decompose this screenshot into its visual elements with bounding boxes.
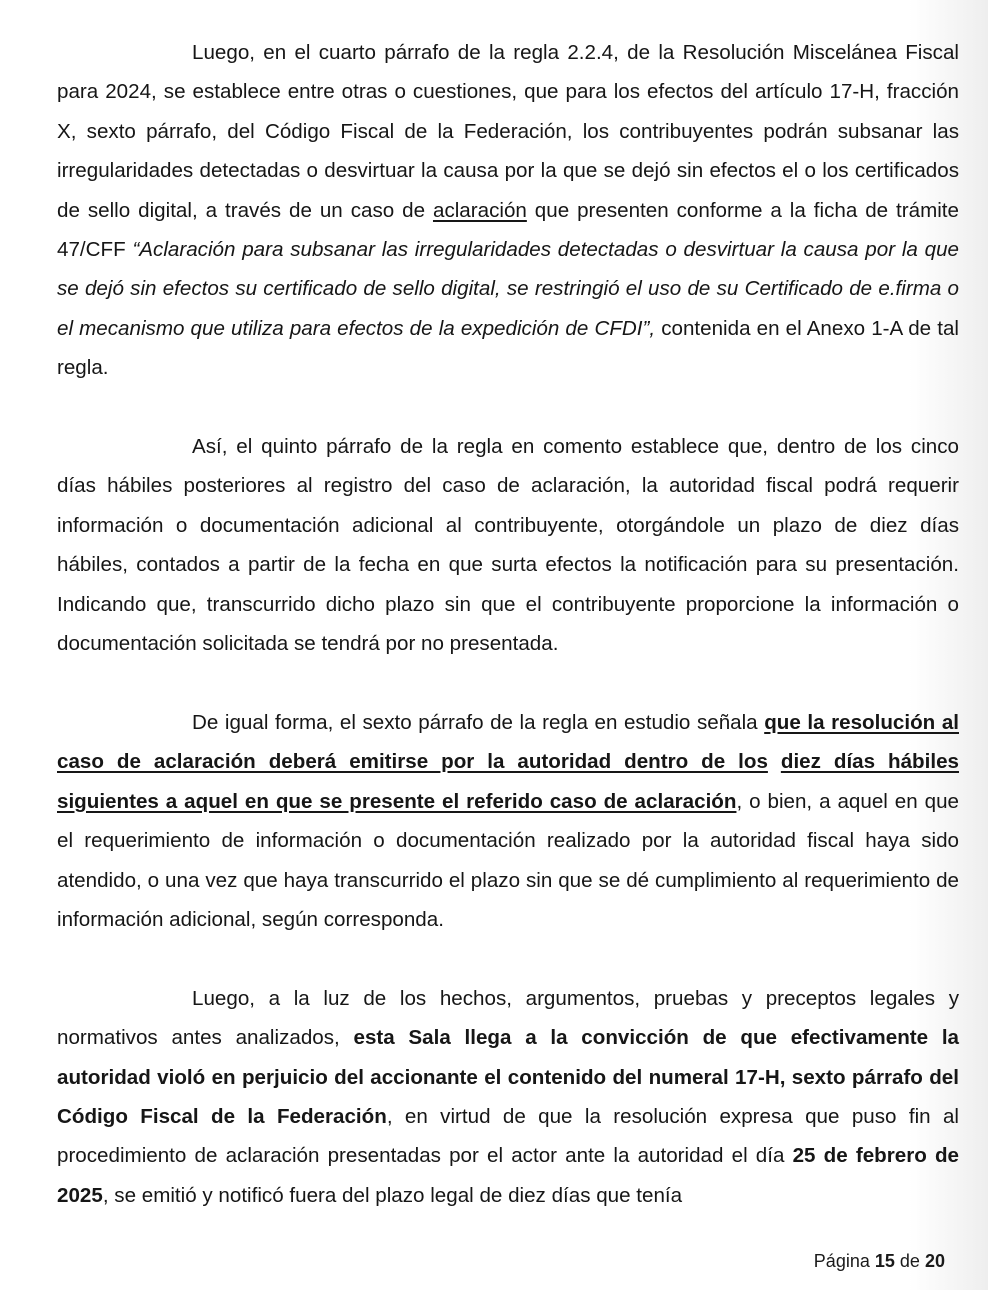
text-run: , en virtud de que la resolución expresa que puso fin al procedimiento de aclaración presentadas por el actor ante la autoridad el día bbox=[57, 1104, 959, 1168]
of-label: de bbox=[899, 1251, 920, 1271]
paragraph-4 bbox=[57, 979, 959, 1215]
paragraph-3 bbox=[57, 703, 959, 939]
text-run: , se emitió y notificó fuera del plazo legal de diez días que tenía bbox=[102, 1183, 683, 1207]
total-pages: 20 bbox=[924, 1251, 945, 1271]
text-run: aclaración bbox=[432, 198, 527, 222]
document-body bbox=[57, 33, 959, 1215]
page-number: 15 bbox=[874, 1251, 895, 1271]
text-run: que presenten conforme a la ficha de trámite 47/CFF bbox=[57, 198, 959, 262]
text-run bbox=[768, 750, 781, 773]
text-run: Luego, a la luz de los hechos, argumentos, pruebas y preceptos legales y normativos antes analizados, bbox=[57, 986, 959, 1050]
text-run: Así, el quinto párrafo de la regla en comento establece que, dentro de los cinco días hábiles posteriores al registro del caso de aclaración, la autoridad fiscal podrá requerir información o documentación adicional al contribuyente, otorgándole un plazo de diez días hábiles, contados a partir de la fecha en que surta efectos la notificación para su presentación. Indicando que, transcurrido dicho plazo sin que el contribuyente proporcione la información o documentación solicitada se tendrá por no presentada. bbox=[57, 435, 959, 656]
text-run: De igual forma, el sexto párrafo de la regla en estudio señala bbox=[192, 710, 765, 734]
text-run: siguientes a aquel en que se presente el referido caso de aclaración bbox=[57, 789, 737, 813]
text-run: que la resolución al caso de aclaración deberá emitirse por la autoridad dentro de los bbox=[57, 710, 959, 774]
text-run: contenida en el Anexo 1-A de tal regla. bbox=[57, 316, 960, 380]
text-run: esta Sala llega a la convicción de que efectivamente la autoridad violó en perjuicio del accionante el contenido del numeral 17-H, sexto párrafo del Código Fiscal de la Federación bbox=[57, 1026, 959, 1128]
page-footer bbox=[814, 1251, 945, 1272]
text-run: 25 de febrero de 2025 bbox=[57, 1144, 959, 1207]
text-run: Luego, en el cuarto párrafo de la regla 2.2.4, de la Resolución Miscelánea Fiscal para 2024, se establece entre otras o cuestiones, que para los efectos del artículo 17-H, fracción X, sexto párrafo, del Código Fiscal de la Federación, los contribuyentes podrán subsanar las irregularidades detectadas o desvirtuar la causa por la que se dejó sin efectos el o los certificados de sello digital, a través de un caso de bbox=[57, 41, 959, 222]
paragraph-1 bbox=[57, 33, 959, 388]
text-run: , o bien, a aquel en que el requerimiento de información o documentación realizado por la autoridad fiscal haya sido atendido, o una vez que haya transcurrido el plazo sin que se dé cumplimiento al requerimiento de información adicional, según corresponda. bbox=[57, 789, 959, 931]
paragraph-2 bbox=[57, 427, 959, 663]
text-run: diez días hábiles bbox=[780, 750, 959, 774]
text-run: “Aclaración para subsanar las irregularidades detectadas o desvirtuar la causa por la que se dejó sin efectos su certificado de sello digital, se restringió el uso de su Certificado de e.firma o el mecanismo que utiliza para efectos de la expedición de CFDI”, bbox=[57, 238, 959, 340]
page-label: Página bbox=[813, 1251, 870, 1271]
